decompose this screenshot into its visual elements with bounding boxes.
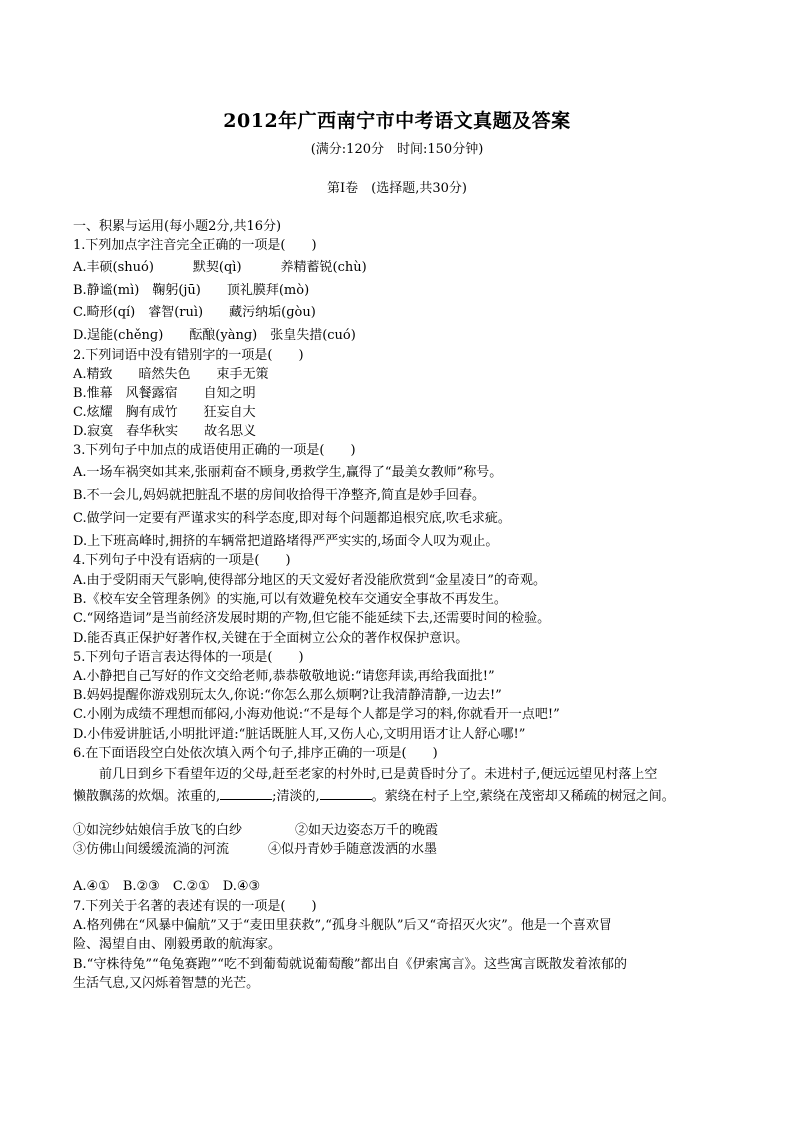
q7-stem: 7.下列关于名著的表述有误的一项是( ): [73, 899, 317, 914]
q7-option-b-line2: 生活气息,又闪烁着智慧的光芒。: [73, 976, 260, 991]
q5-stem: 5.下列句子语言表达得体的一项是( ): [73, 650, 304, 665]
q3-option-a: A.一场车祸突如其来,张丽莉奋不顾身,勇救学生,赢得了“最美女教师”称号。: [73, 465, 503, 480]
q1-option-c: C.畸形(qí) 睿智(ruì) 藏污纳垢(ɡòu): [73, 305, 316, 320]
q6-blank-1: [220, 787, 272, 800]
score-time-info: (满分:120分 时间:150分钟): [310, 142, 484, 157]
q1-option-a: A.丰硕(shuó) 默契(qì) 养精蓄锐(chù): [73, 260, 367, 275]
q1-option-b: B.静谧(mì) 鞠躬(jū) 顶礼膜拜(mò): [73, 283, 310, 298]
q3-option-c: C.做学问一定要有严谨求实的科学态度,即对每个问题都追根究底,吹毛求疵。: [73, 511, 511, 526]
q6-options-row2: [73, 841, 437, 859]
q4-option-d: D.能否真正保护好著作权,关键在于全面树立公众的著作权保护意识。: [73, 631, 469, 646]
q4-stem: 4.下列句子中没有语病的一项是( ): [73, 553, 291, 568]
q6-sentence-2: ②如天边姿态万千的晚霞: [295, 823, 439, 838]
q6-passage-line2: [73, 787, 675, 806]
q6-passage-part3: 。萦绕在村子上空,萦绕在茂密却又稀疏的树冠之间。: [371, 789, 675, 804]
q6-sentence-1: ①如浣纱姑娘信手放飞的白纱: [73, 823, 243, 838]
q6-choices: A.④① B.②③ C.②① D.④③: [73, 879, 261, 894]
q6-passage-part2: ;清淡的,: [272, 789, 320, 804]
q4-option-b: B.《校车安全管理条例》的实施,可以有效避免校车交通安全事故不再发生。: [73, 592, 507, 607]
q2-option-a: A.精致 暗然失色 束手无策: [73, 367, 269, 382]
q7-option-a-line1: A.格列佛在“风暴中偏航”又于“麦田里获救”,“孤身斗舰队”后又“奇招灭火灾”。他是一个喜欢冒: [73, 918, 612, 933]
q6-passage-line1: 前几日到乡下看望年迈的父母,赶至老家的村外时,已是黄昏时分了。未进村子,便远远望见村落上空: [99, 767, 658, 782]
q4-option-c: C.“网络造词”是当前经济发展时期的产物,但它能不能延续下去,还需要时间的检验。: [73, 611, 551, 626]
q6-stem: 6.在下面语段空白处依次填入两个句子,排序正确的一项是( ): [73, 746, 438, 761]
q1-stem: 1.下列加点字注音完全正确的一项是( ): [73, 238, 317, 253]
section-heading: 一、积累与运用(每小题2分,共16分): [73, 219, 282, 234]
q5-option-d: D.小伟爱讲脏话,小明批评道:“脏话既脏人耳,又伤人心,文明用语才让人舒心哪!”: [73, 727, 526, 742]
q6-sentence-4: ④似丹青妙手随意泼洒的水墨: [268, 842, 438, 857]
q2-option-b: B.惟幕 风餐露宿 自知之明: [73, 386, 256, 401]
page-title: 2012年广西南宁市中考语文真题及答案: [223, 110, 571, 132]
q4-option-a: A.由于受阴雨天气影响,使得部分地区的天文爱好者没能欣赏到“金星凌日”的奇观。: [73, 573, 546, 588]
q6-blank-2: [320, 787, 372, 800]
q6-options-row1: [73, 822, 438, 840]
q7-option-a-line2: 险、渴望自由、刚毅勇敢的航海家。: [73, 937, 282, 952]
q2-stem: 2.下列词语中没有错别字的一项是( ): [73, 348, 304, 363]
q6-sentence-3: ③仿佛山间缓缓流淌的河流: [73, 842, 230, 857]
q5-option-c: C.小刚为成绩不理想而郁闷,小海劝他说:“不是每个人都是学习的料,你就看开一点吧!”: [73, 707, 560, 722]
q5-option-a: A.小静把自己写好的作文交给老师,恭恭敬敬地说:“请您拜读,再给我面批!”: [73, 669, 495, 684]
q5-option-b: B.妈妈提醒你游戏别玩太久,你说:“你怎么那么烦啊?让我清静清静,一边去!”: [73, 688, 502, 703]
q3-option-b: B.不一会儿,妈妈就把脏乱不堪的房间收拾得干净整齐,简直是妙手回春。: [73, 488, 485, 503]
q3-stem: 3.下列句子中加点的成语使用正确的一项是( ): [73, 443, 356, 458]
q2-option-c: C.炫耀 胸有成竹 狂妄自大: [73, 405, 256, 420]
q1-option-d: D.逞能(chěnɡ) 酝酿(yànɡ) 张皇失措(cuó): [73, 328, 356, 343]
q3-option-d: D.上下班高峰时,拥挤的车辆常把道路堵得严严实实的,场面令人叹为观止。: [73, 534, 499, 549]
q6-passage-part1: 懒散飘荡的炊烟。浓重的,: [73, 789, 221, 804]
q2-option-d: D.寂寞 春华秋实 故名思义: [73, 424, 257, 439]
volume-heading: 第Ⅰ卷 (选择题,共30分): [327, 181, 467, 196]
q7-option-b-line1: B.“守株待兔”“龟兔赛跑”“吃不到葡萄就说葡萄酸”都出自《伊索寓言》。这些寓言既散发着浓郁的: [73, 957, 628, 972]
